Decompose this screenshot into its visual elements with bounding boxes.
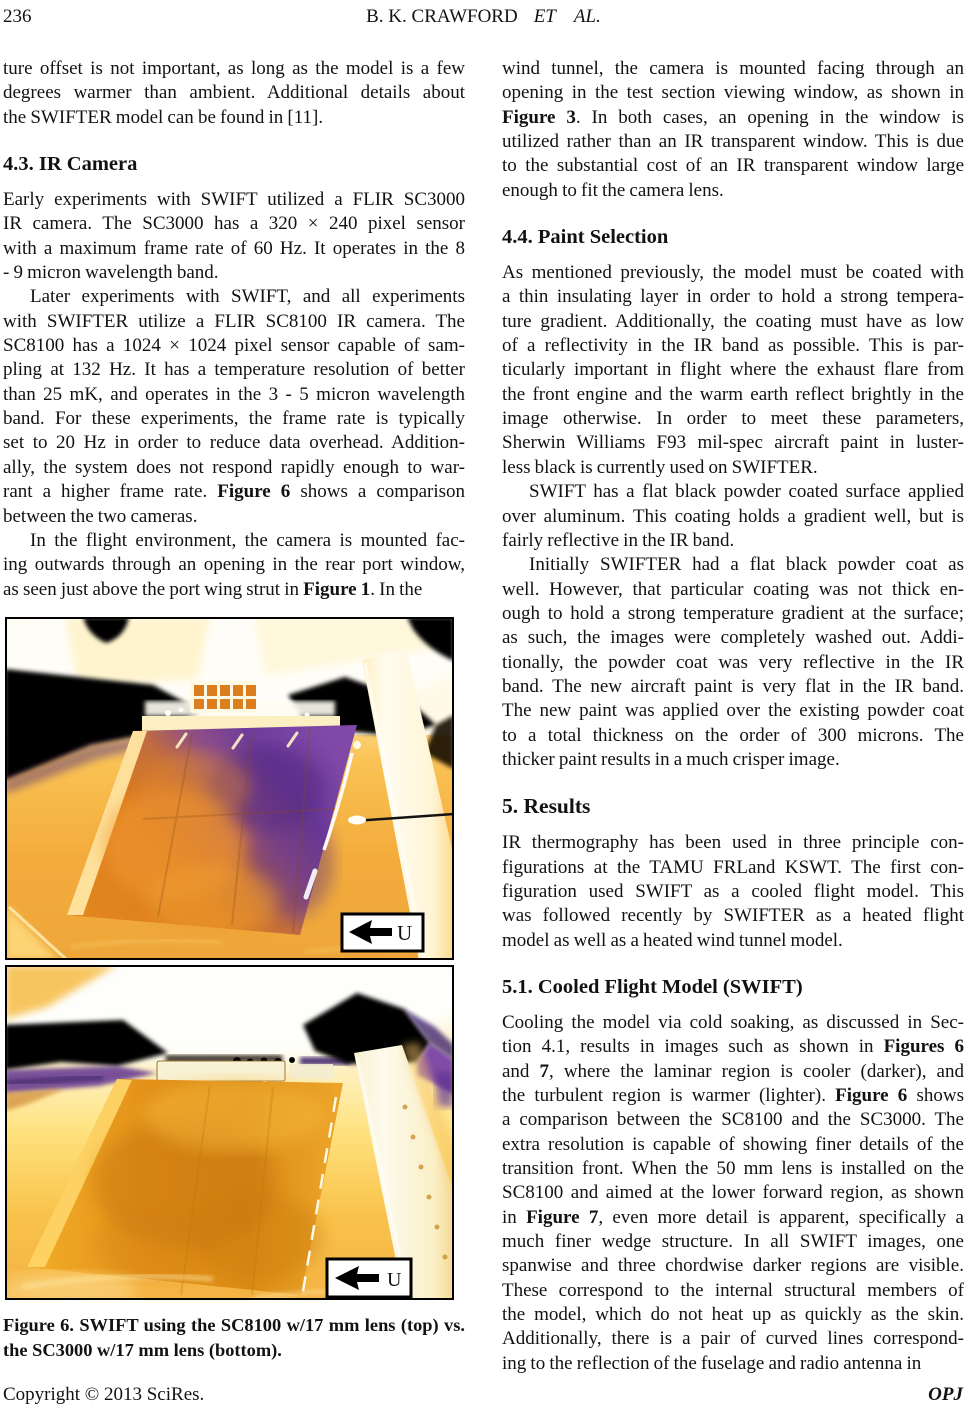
text-line: a comparison between the SC8100 and the SC3000. The: [502, 1109, 964, 1131]
text-line: SC8100 and aimed at the lower forward region, as shown: [502, 1182, 964, 1204]
text-line: band. The new aircraft paint is very flat in the IR band.: [502, 675, 964, 697]
paragraph: [502, 831, 964, 953]
section-heading: 4.4. Paint Selection: [502, 226, 669, 249]
text-line: Cooling the model via cold soaking, as discussed in Sec-: [502, 1012, 964, 1033]
text-line: much finer wedge structure. In all SWIFT images, one: [502, 1231, 964, 1253]
text-line: The new paint was applied over the existing powder coat: [502, 700, 964, 722]
text-line: model as well as a heated wind tunnel model.: [502, 929, 843, 951]
text-line: enough to fit the camera lens.: [502, 179, 724, 201]
text-line: figurations at the TAMU FRLand KSWT. The first con-: [502, 856, 964, 878]
right-column-text: [502, 57, 964, 1376]
text-line: - 9 micron wavelength band.: [3, 262, 219, 284]
text-line: tionally, the powder coat was very reflective in the IR: [502, 651, 964, 673]
paragraph: [502, 57, 964, 203]
text-line: a thin insulating layer in order to hold a strong tempera-: [502, 286, 964, 308]
text-line: SC8100 has a 1024 × 1024 pixel sensor capable of sam-: [3, 335, 465, 357]
paragraph: [3, 285, 465, 528]
text-line: rant a higher frame rate. Figure 6 shows a comparison: [3, 481, 465, 503]
running-head: [0, 6, 967, 28]
text-line: to a total thickness on the order of 300 microns. The: [502, 724, 964, 746]
paragraph: [502, 553, 964, 772]
text-line: ing to the reflection of the fuselage and radio antenna in: [502, 1352, 922, 1374]
text-line: as seen just above the port wing strut in Figure 1. In the: [3, 578, 423, 600]
running-head-authors: B. K. CRAWFORD: [366, 6, 518, 27]
text-line: ing outwards through an opening in the rear port window,: [3, 554, 465, 576]
text-line: ally, the system does not respond rapidly enough to war-: [3, 456, 465, 478]
sc8100-thermal-image: [5, 617, 454, 960]
sc3000-thermal-image: [5, 965, 454, 1300]
text-line: less black is currently used on SWIFTER.: [502, 456, 818, 478]
text-line: opening in the test section viewing window, as shown in: [502, 82, 964, 104]
text-line: degrees warmer than ambient. Additional details about: [3, 82, 465, 104]
text-line: In the flight environment, the camera is mounted fac-: [30, 529, 465, 551]
page-number: 236: [3, 6, 32, 27]
text-line: Additionally, there is a pair of curved lines correspond-: [502, 1328, 964, 1350]
text-line: than 25 mK, and operates in the 3 - 5 micron wavelength: [3, 383, 465, 405]
paragraph: [502, 1011, 964, 1376]
figure6-image-sc8100: [5, 617, 454, 960]
text-line: transition front. When the 50 mm lens is installed on the: [502, 1158, 964, 1180]
right-column: [502, 57, 964, 1376]
flow-direction-box: [342, 914, 423, 951]
section-heading: 5.1. Cooled Flight Model (SWIFT): [502, 976, 803, 998]
text-line: the model, which do not heat up as quickly as the skin.: [502, 1304, 964, 1326]
left-column: [3, 57, 465, 1364]
figure-6: [3, 617, 465, 1364]
text-line: As mentioned previously, the model must be coated with: [502, 262, 964, 284]
left-column-text: [3, 57, 465, 602]
footer-copyright: Copyright © 2013 SciRes.: [3, 1384, 205, 1405]
text-line: ture gradient. Additionally, the coating must have as low: [502, 310, 964, 332]
text-line: over aluminum. This coating holds a gradient well, but is: [502, 505, 964, 527]
paragraph: [3, 57, 465, 130]
paragraph: [3, 529, 465, 602]
text-line: was followed recently by SWIFTER as a heated flight: [502, 905, 964, 927]
text-line: between the two cameras.: [3, 505, 198, 527]
text-line: wind tunnel, the camera is mounted facing through an: [502, 58, 964, 79]
section-heading: 4.3. IR Camera: [3, 153, 138, 176]
text-line: Initially SWIFTER had a flat black powder coat as: [529, 554, 964, 576]
text-line: Sherwin Williams F93 mil-spec aircraft paint in luster-: [502, 432, 964, 454]
text-line: the turbulent region is warmer (lighter). Figure 6 shows: [502, 1085, 964, 1107]
text-line: with a maximum frame rate of 60 Hz. It operates in the 8: [3, 237, 465, 259]
text-line: pling at 132 Hz. It has a temperature resolution of better: [3, 359, 465, 381]
text-line: set to 20 Hz in order to reduce data overhead. Addition-: [3, 432, 465, 454]
text-line: Figure 3. In both cases, an opening in the window is: [502, 106, 964, 128]
flow-direction-box: [327, 1259, 411, 1297]
flow-direction-label: U: [397, 920, 413, 945]
text-line: and 7, where the laminar region is cooler (darker), and: [502, 1060, 964, 1082]
section-heading: 5. Results: [502, 794, 591, 819]
text-line: as such, the images were completely washed out. Addi-: [502, 627, 964, 649]
flow-direction-label: U: [387, 1268, 402, 1291]
page-footer: [3, 1384, 963, 1406]
text-line: IR thermography has been used in three principle con-: [502, 832, 964, 854]
text-line: ture offset is not important, as long as the model is a few: [3, 58, 465, 79]
text-line: ough to hold a strong temperature gradient at the surface;: [502, 602, 964, 624]
text-line: with SWIFTER utilize a FLIR SC8100 IR camera. The: [3, 310, 465, 332]
caption-line: the SC3000 w/17 mm lens (bottom).: [3, 1340, 282, 1361]
paragraph: [3, 188, 465, 285]
text-line: figuration used SWIFT as a cooled flight model. This: [502, 880, 964, 902]
text-line: well. However, that particular coating was not thick en-: [502, 578, 964, 600]
text-line: These correspond to the internal structural members of: [502, 1279, 964, 1301]
text-line: SWIFT has a flat black powder coated surface applied: [529, 481, 964, 503]
text-line: extra resolution is capable of showing finer details of the: [502, 1133, 964, 1155]
text-line: utilized rather than an IR transparent window. This is due: [502, 131, 964, 153]
paragraph: [502, 480, 964, 553]
text-line: of a reflectivity in the IR band as possible. This is par-: [502, 335, 964, 357]
paragraph: [502, 261, 964, 480]
text-line: tion 4.1, results in images such as shown in Figures 6: [502, 1036, 964, 1058]
text-line: the front engine and the warm earth reflect brightly in the: [502, 383, 964, 405]
footer-journal-abbrev: OPJ: [928, 1384, 963, 1405]
figure6-caption: [3, 1313, 465, 1364]
text-line: Early experiments with SWIFT utilized a FLIR SC3000: [3, 189, 465, 211]
text-line: IR camera. The SC3000 has a 320 × 240 pixel sensor: [3, 213, 465, 235]
caption-line: Figure 6. SWIFT using the SC8100 w/17 mm lens (top) vs.: [3, 1314, 465, 1335]
text-line: fairly reflective in the IR band.: [502, 529, 735, 551]
text-line: ticularly important in flight where the exhaust flare from: [502, 359, 964, 381]
figure6-image-sc3000: [5, 965, 454, 1300]
text-line: band. For these experiments, the frame rate is typically: [3, 408, 465, 430]
text-line: to the substantial cost of an IR transparent window large: [502, 155, 964, 177]
text-line: Later experiments with SWIFT, and all experiments: [30, 286, 465, 308]
text-line: thicker paint results in a much crisper image.: [502, 748, 840, 770]
running-head-etal: ET AL.: [533, 6, 601, 27]
text-line: spanwise and three chordwise darker regions are visible.: [502, 1255, 964, 1277]
text-line: the SWIFTER model can be found in [11].: [3, 106, 324, 128]
text-line: image otherwise. In order to meet these parameters,: [502, 408, 964, 430]
text-line: in Figure 7, even more detail is apparent, specifically a: [502, 1206, 964, 1228]
